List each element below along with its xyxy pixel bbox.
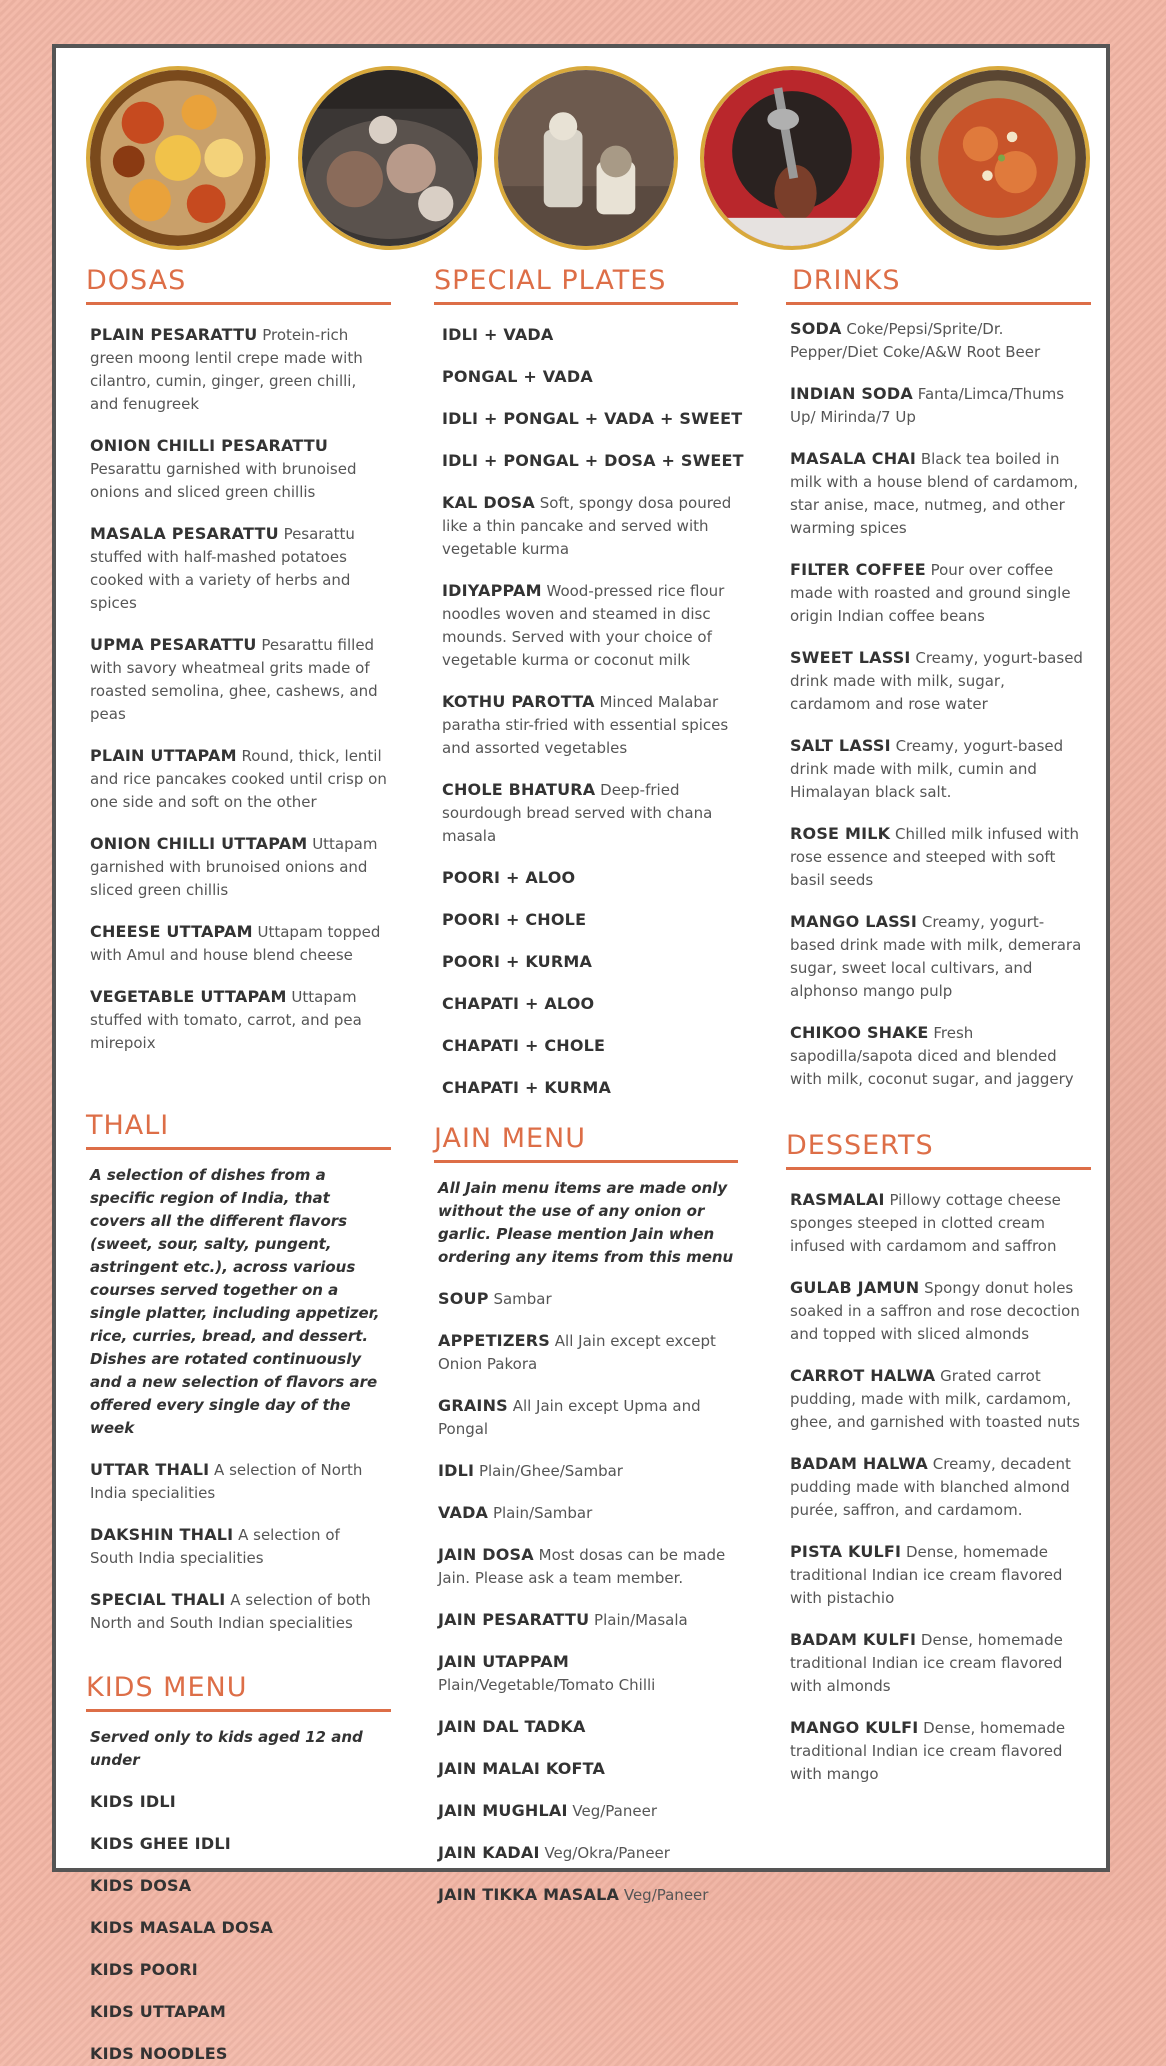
menu-item-name: POORI + KURMA: [442, 952, 593, 971]
menu-item-name: IDLI + PONGAL + DOSA + SWEET: [442, 451, 744, 470]
menu-item-description: Fanta/Limca/Thums Up/ Mirinda/7 Up: [790, 385, 1065, 426]
menu-item: [790, 317, 1087, 364]
menu-item-name: JAIN TIKKA MASALA: [438, 1885, 620, 1904]
menu-item: [90, 2000, 387, 2024]
menu-item-name: IDIYAPPAM: [442, 581, 542, 600]
menu-item: [438, 1287, 745, 1311]
drinks-list: [786, 317, 1091, 1091]
menu-item-description: Creamy, yogurt-based drink made with milk, cumin and Himalayan black salt.: [790, 737, 1064, 801]
menu-item-description: Uttapam topped with Amul and house blend cheese: [90, 923, 381, 964]
menu-item-name: UPMA PESARATTU: [90, 635, 257, 654]
menu-item-name: SALT LASSI: [790, 736, 891, 755]
menu-item-name: CHEESE UTTAPAM: [90, 922, 253, 941]
menu-item: [790, 734, 1087, 804]
menu-item: [442, 992, 745, 1016]
platter-photo-icon: [298, 66, 482, 250]
special-plates-title: SPECIAL PLATES: [434, 262, 738, 305]
menu-item: [90, 1874, 387, 1898]
menu-item: [438, 1459, 745, 1483]
menu-item-description: Creamy, yogurt-based drink made with milk, sugar, cardamom and rose water: [790, 649, 1083, 713]
menu-item-name: MANGO LASSI: [790, 912, 918, 931]
menu-item-name: KOTHU PAROTTA: [442, 692, 595, 711]
menu-item-name: GRAINS: [438, 1396, 508, 1415]
menu-item: [438, 1883, 745, 1907]
menu-item: [442, 407, 745, 431]
menu-item: [790, 646, 1087, 716]
kids-section: [86, 1669, 391, 2066]
menu-item-name: PLAIN PESARATTU: [90, 325, 258, 344]
column-middle: [434, 262, 749, 1907]
menu-item: [90, 1458, 387, 1505]
menu-item: [790, 1364, 1087, 1434]
menu-item: [442, 778, 745, 848]
menu-item: [790, 1540, 1087, 1610]
menu-item-description: Wood-pressed rice flour noodles woven and steamed in disc mounds. Served with your choice of vegetable kurma or coconut milk: [442, 582, 725, 669]
menu-item-name: DAKSHIN THALI: [90, 1525, 234, 1544]
kids-title: KIDS MENU: [86, 1669, 391, 1712]
menu-item: [790, 1276, 1087, 1346]
menu-item: [790, 1628, 1087, 1698]
menu-item: [438, 1394, 745, 1441]
menu-item: [790, 1021, 1087, 1091]
menu-item: [90, 1523, 387, 1570]
menu-item: [790, 1452, 1087, 1522]
menu-item-description: Pour over coffee made with roasted and ground single origin Indian coffee beans: [790, 561, 1071, 625]
jain-note: All Jain menu items are made only without the use of any onion or garlic. Please mention Jain when ordering any items from this menu: [438, 1179, 734, 1266]
menu-item: [790, 822, 1087, 892]
desserts-title: DESSERTS: [786, 1127, 1091, 1170]
menu-item-name: CHAPATI + KURMA: [442, 1078, 612, 1097]
menu-item-name: CHOLE BHATURA: [442, 780, 596, 799]
menu-item: [90, 323, 387, 416]
menu-item: [442, 579, 745, 672]
menu-item-name: SWEET LASSI: [790, 648, 911, 667]
menu-item-description: Dense, homemade traditional Indian ice cream flavored with pistachio: [790, 1543, 1063, 1607]
special-plates-list: [434, 323, 749, 1100]
menu-item-description: Veg/Paneer: [572, 1802, 658, 1820]
menu-item-name: SODA: [790, 319, 842, 338]
menu-item-name: IDLI + VADA: [442, 325, 554, 344]
menu-item-name: CHIKOO SHAKE: [790, 1023, 929, 1042]
menu-item-description: Fresh sapodilla/sapota diced and blended with milk, coconut sugar, and jaggery: [790, 1024, 1074, 1088]
kulfi-photo-icon: [700, 66, 884, 250]
drinks-section: [786, 262, 1091, 1091]
menu-item-name: KIDS GHEE IDLI: [90, 1834, 231, 1853]
menu-item-description: Creamy, decadent pudding made with blanched almond purée, saffron, and cardamom.: [790, 1455, 1071, 1519]
menu-item: [90, 1790, 387, 1814]
menu-item-name: GULAB JAMUN: [790, 1278, 920, 1297]
menu-item: [790, 1188, 1087, 1258]
menu-item-name: SOUP: [438, 1289, 489, 1308]
menu-item-description: Black tea boiled in milk with a house blend of cardamom, star anise, mace, nutmeg, and other warming spices: [790, 450, 1079, 537]
menu-item-name: KIDS MASALA DOSA: [90, 1918, 274, 1937]
menu-item-description: Uttapam stuffed with tomato, carrot, and pea mirepoix: [90, 988, 362, 1052]
thali-list: [86, 1458, 391, 1635]
menu-item-name: ONION CHILLI UTTAPAM: [90, 834, 308, 853]
menu-item-name: SPECIAL THALI: [90, 1590, 226, 1609]
menu-item: [442, 491, 745, 561]
menu-item-description: Creamy, yogurt-based drink made with milk, demerara sugar, sweet local cultivars, and alphonso mango pulp: [790, 913, 1082, 1000]
menu-item-description: Deep-fried sourdough bread served with chana masala: [442, 781, 713, 845]
menu-item-name: PISTA KULFI: [790, 1542, 902, 1561]
menu-item-name: KIDS UTTAPAM: [90, 2002, 227, 2021]
menu-item-description: Uttapam garnished with brunoised onions and sliced green chillis: [90, 835, 378, 899]
menu-item-name: JAIN DOSA: [438, 1545, 534, 1564]
menu-item: [442, 449, 745, 473]
menu-item: [442, 690, 745, 760]
menu-item-name: POORI + CHOLE: [442, 910, 587, 929]
menu-item-name: VEGETABLE UTTAPAM: [90, 987, 287, 1006]
menu-item: [90, 1588, 387, 1635]
menu-item-description: Pesarattu filled with savory wheatmeal grits made of roasted semolina, ghee, cashews, and peas: [90, 636, 378, 723]
column-left: [86, 262, 391, 2066]
menu-item-description: Grated carrot pudding, made with milk, cardamom, ghee, and garnished with toasted nuts: [790, 1367, 1080, 1431]
menu-item-name: ROSE MILK: [790, 824, 891, 843]
menu-item-name: RASMALAI: [790, 1190, 885, 1209]
menu-item-description: Minced Malabar paratha stir-fried with essential spices and assorted vegetables: [442, 693, 729, 757]
menu-item-description: A selection of South India specialities: [90, 1526, 340, 1567]
menu-item-name: CHAPATI + CHOLE: [442, 1036, 606, 1055]
menu-item-description: Pesarattu stuffed with half-mashed potatoes cooked with a variety of herbs and spices: [90, 525, 355, 612]
menu-panel: [52, 44, 1110, 2063]
kids-note: Served only to kids aged 12 and under: [90, 1728, 363, 1769]
menu-item-name: POORI + ALOO: [442, 868, 576, 887]
lassi-photo-icon: [494, 66, 678, 250]
menu-item-name: IDLI + PONGAL + VADA + SWEET: [442, 409, 743, 428]
menu-item-name: KIDS POORI: [90, 1960, 198, 1979]
menu-item-name: JAIN MALAI KOFTA: [438, 1759, 606, 1778]
menu-item-description: Most dosas can be made Jain. Please ask a team member.: [438, 1546, 726, 1587]
menu-item: [790, 910, 1087, 1003]
menu-item-description: Veg/Paneer: [623, 1886, 709, 1904]
menu-item: [438, 1799, 745, 1823]
menu-item: [790, 447, 1087, 540]
menu-item-description: Chilled milk infused with rose essence and steeped with soft basil seeds: [790, 825, 1080, 889]
menu-item: [442, 866, 745, 890]
menu-item-name: APPETIZERS: [438, 1331, 551, 1350]
menu-item-description: Soft, spongy dosa poured like a thin pancake and served with vegetable kurma: [442, 494, 732, 558]
menu-item-name: MANGO KULFI: [790, 1718, 919, 1737]
menu-item-description: Pesarattu garnished with brunoised onions and sliced green chillis: [90, 460, 357, 501]
menu-item: [438, 1757, 745, 1781]
kids-list: [86, 1790, 391, 2066]
halwa-photo-icon: [906, 66, 1090, 250]
menu-item: [90, 1958, 387, 1982]
menu-item-description: Plain/Masala: [594, 1611, 688, 1629]
dosas-title: DOSAS: [86, 262, 391, 305]
menu-item: [90, 832, 387, 902]
menu-item: [90, 744, 387, 814]
menu-item: [438, 1543, 745, 1590]
menu-item-name: JAIN KADAI: [438, 1843, 540, 1862]
menu-item: [90, 920, 387, 967]
dosas-section: [86, 262, 391, 1055]
jain-section: [434, 1120, 749, 1907]
menu-item: [442, 365, 745, 389]
menu-item: [438, 1841, 745, 1865]
menu-item-description: Veg/Okra/Paneer: [544, 1844, 670, 1862]
desserts-list: [786, 1188, 1091, 1786]
menu-item-name: CHAPATI + ALOO: [442, 994, 595, 1013]
menu-item-name: PLAIN UTTAPAM: [90, 746, 237, 765]
menu-item: [90, 2042, 387, 2066]
menu-item-name: ONION CHILLI PESARATTU: [90, 436, 329, 455]
dosas-list: [86, 323, 391, 1055]
menu-item-name: BADAM HALWA: [790, 1454, 928, 1473]
menu-item-name: CARROT HALWA: [790, 1366, 936, 1385]
menu-item: [442, 908, 745, 932]
menu-item-name: BADAM KULFI: [790, 1630, 917, 1649]
menu-item-name: IDLI: [438, 1461, 475, 1480]
menu-item: [790, 382, 1087, 429]
menu-item-name: MASALA PESARATTU: [90, 524, 279, 543]
menu-item-name: UTTAR THALI: [90, 1460, 210, 1479]
menu-item: [90, 985, 387, 1055]
menu-item-description: A selection of North India specialities: [90, 1461, 363, 1502]
menu-item-name: KIDS IDLI: [90, 1792, 176, 1811]
menu-item: [442, 950, 745, 974]
jain-title: JAIN MENU: [434, 1120, 738, 1163]
menu-item: [442, 1034, 745, 1058]
thali-note: A selection of dishes from a specific region of India, that covers all the different flavors (sweet, sour, salty, pungent, astringent etc.), across various courses served together on a single platter, including appetizer, rice, curries, bread, and dessert. Dishes are rotated continuously and a new selection of flavors are offered every single day of the week: [90, 1166, 380, 1437]
menu-item-description: Spongy donut holes soaked in a saffron and rose decoction and topped with sliced almonds: [790, 1279, 1080, 1343]
menu-item-description: Plain/Vegetable/Tomato Chilli: [438, 1676, 656, 1694]
menu-item: [790, 1716, 1087, 1786]
menu-item-description: Round, thick, lentil and rice pancakes cooked until crisp on one side and soft on the other: [90, 747, 387, 811]
menu-item: [90, 633, 387, 726]
menu-item-description: Pillowy cottage cheese sponges steeped in clotted cream infused with cardamom and saffron: [790, 1191, 1061, 1255]
menu-item: [90, 522, 387, 615]
drinks-title: DRINKS: [786, 262, 1091, 305]
menu-item-description: Plain/Ghee/Sambar: [478, 1462, 623, 1480]
special-plates-section: [434, 262, 749, 1100]
menu-item: [442, 323, 745, 347]
menu-item: [438, 1608, 745, 1632]
desserts-section: [786, 1127, 1091, 1786]
menu-item-description: Dense, homemade traditional Indian ice cream flavored with almonds: [790, 1631, 1063, 1695]
menu-item-name: PONGAL + VADA: [442, 367, 593, 386]
menu-item: [438, 1329, 745, 1376]
menu-item-name: JAIN DAL TADKA: [438, 1717, 586, 1736]
menu-item-name: KAL DOSA: [442, 493, 535, 512]
menu-item-name: JAIN PESARATTU: [438, 1610, 590, 1629]
menu-item-description: Dense, homemade traditional Indian ice cream flavored with mango: [790, 1719, 1066, 1783]
thali-section: [86, 1107, 391, 1635]
menu-item: [438, 1715, 745, 1739]
menu-item-name: KIDS NOODLES: [90, 2044, 228, 2063]
menu-item-description: All Jain except Upma and Pongal: [438, 1397, 701, 1438]
thali-title: THALI: [86, 1107, 391, 1150]
menu-item-name: MASALA CHAI: [790, 449, 917, 468]
menu-item: [442, 1076, 745, 1100]
menu-item-name: VADA: [438, 1503, 489, 1522]
menu-item: [90, 1832, 387, 1856]
menu-item-name: JAIN UTAPPAM: [438, 1652, 569, 1671]
menu-item-description: Sambar: [493, 1290, 552, 1308]
thali-photo-icon: [86, 66, 270, 250]
menu-item: [790, 558, 1087, 628]
menu-item-description: A selection of both North and South Indian specialities: [90, 1591, 371, 1632]
menu-item-description: Coke/Pepsi/Sprite/Dr. Pepper/Diet Coke/A&W Root Beer: [790, 320, 1041, 361]
menu-item-description: Plain/Sambar: [492, 1504, 593, 1522]
column-right: [786, 262, 1091, 1786]
menu-item-name: INDIAN SODA: [790, 384, 913, 403]
menu-item: [438, 1650, 745, 1697]
menu-item-description: Protein-rich green moong lentil crepe made with cilantro, cumin, ginger, green chilli, and fenugreek: [90, 326, 363, 413]
menu-item-description: All Jain except except Onion Pakora: [438, 1332, 716, 1373]
jain-list: [434, 1287, 749, 1907]
menu-item-name: FILTER COFFEE: [790, 560, 926, 579]
menu-item-name: JAIN MUGHLAI: [438, 1801, 568, 1820]
menu-item: [90, 434, 387, 504]
menu-item: [438, 1501, 745, 1525]
menu-item-name: KIDS DOSA: [90, 1876, 192, 1895]
